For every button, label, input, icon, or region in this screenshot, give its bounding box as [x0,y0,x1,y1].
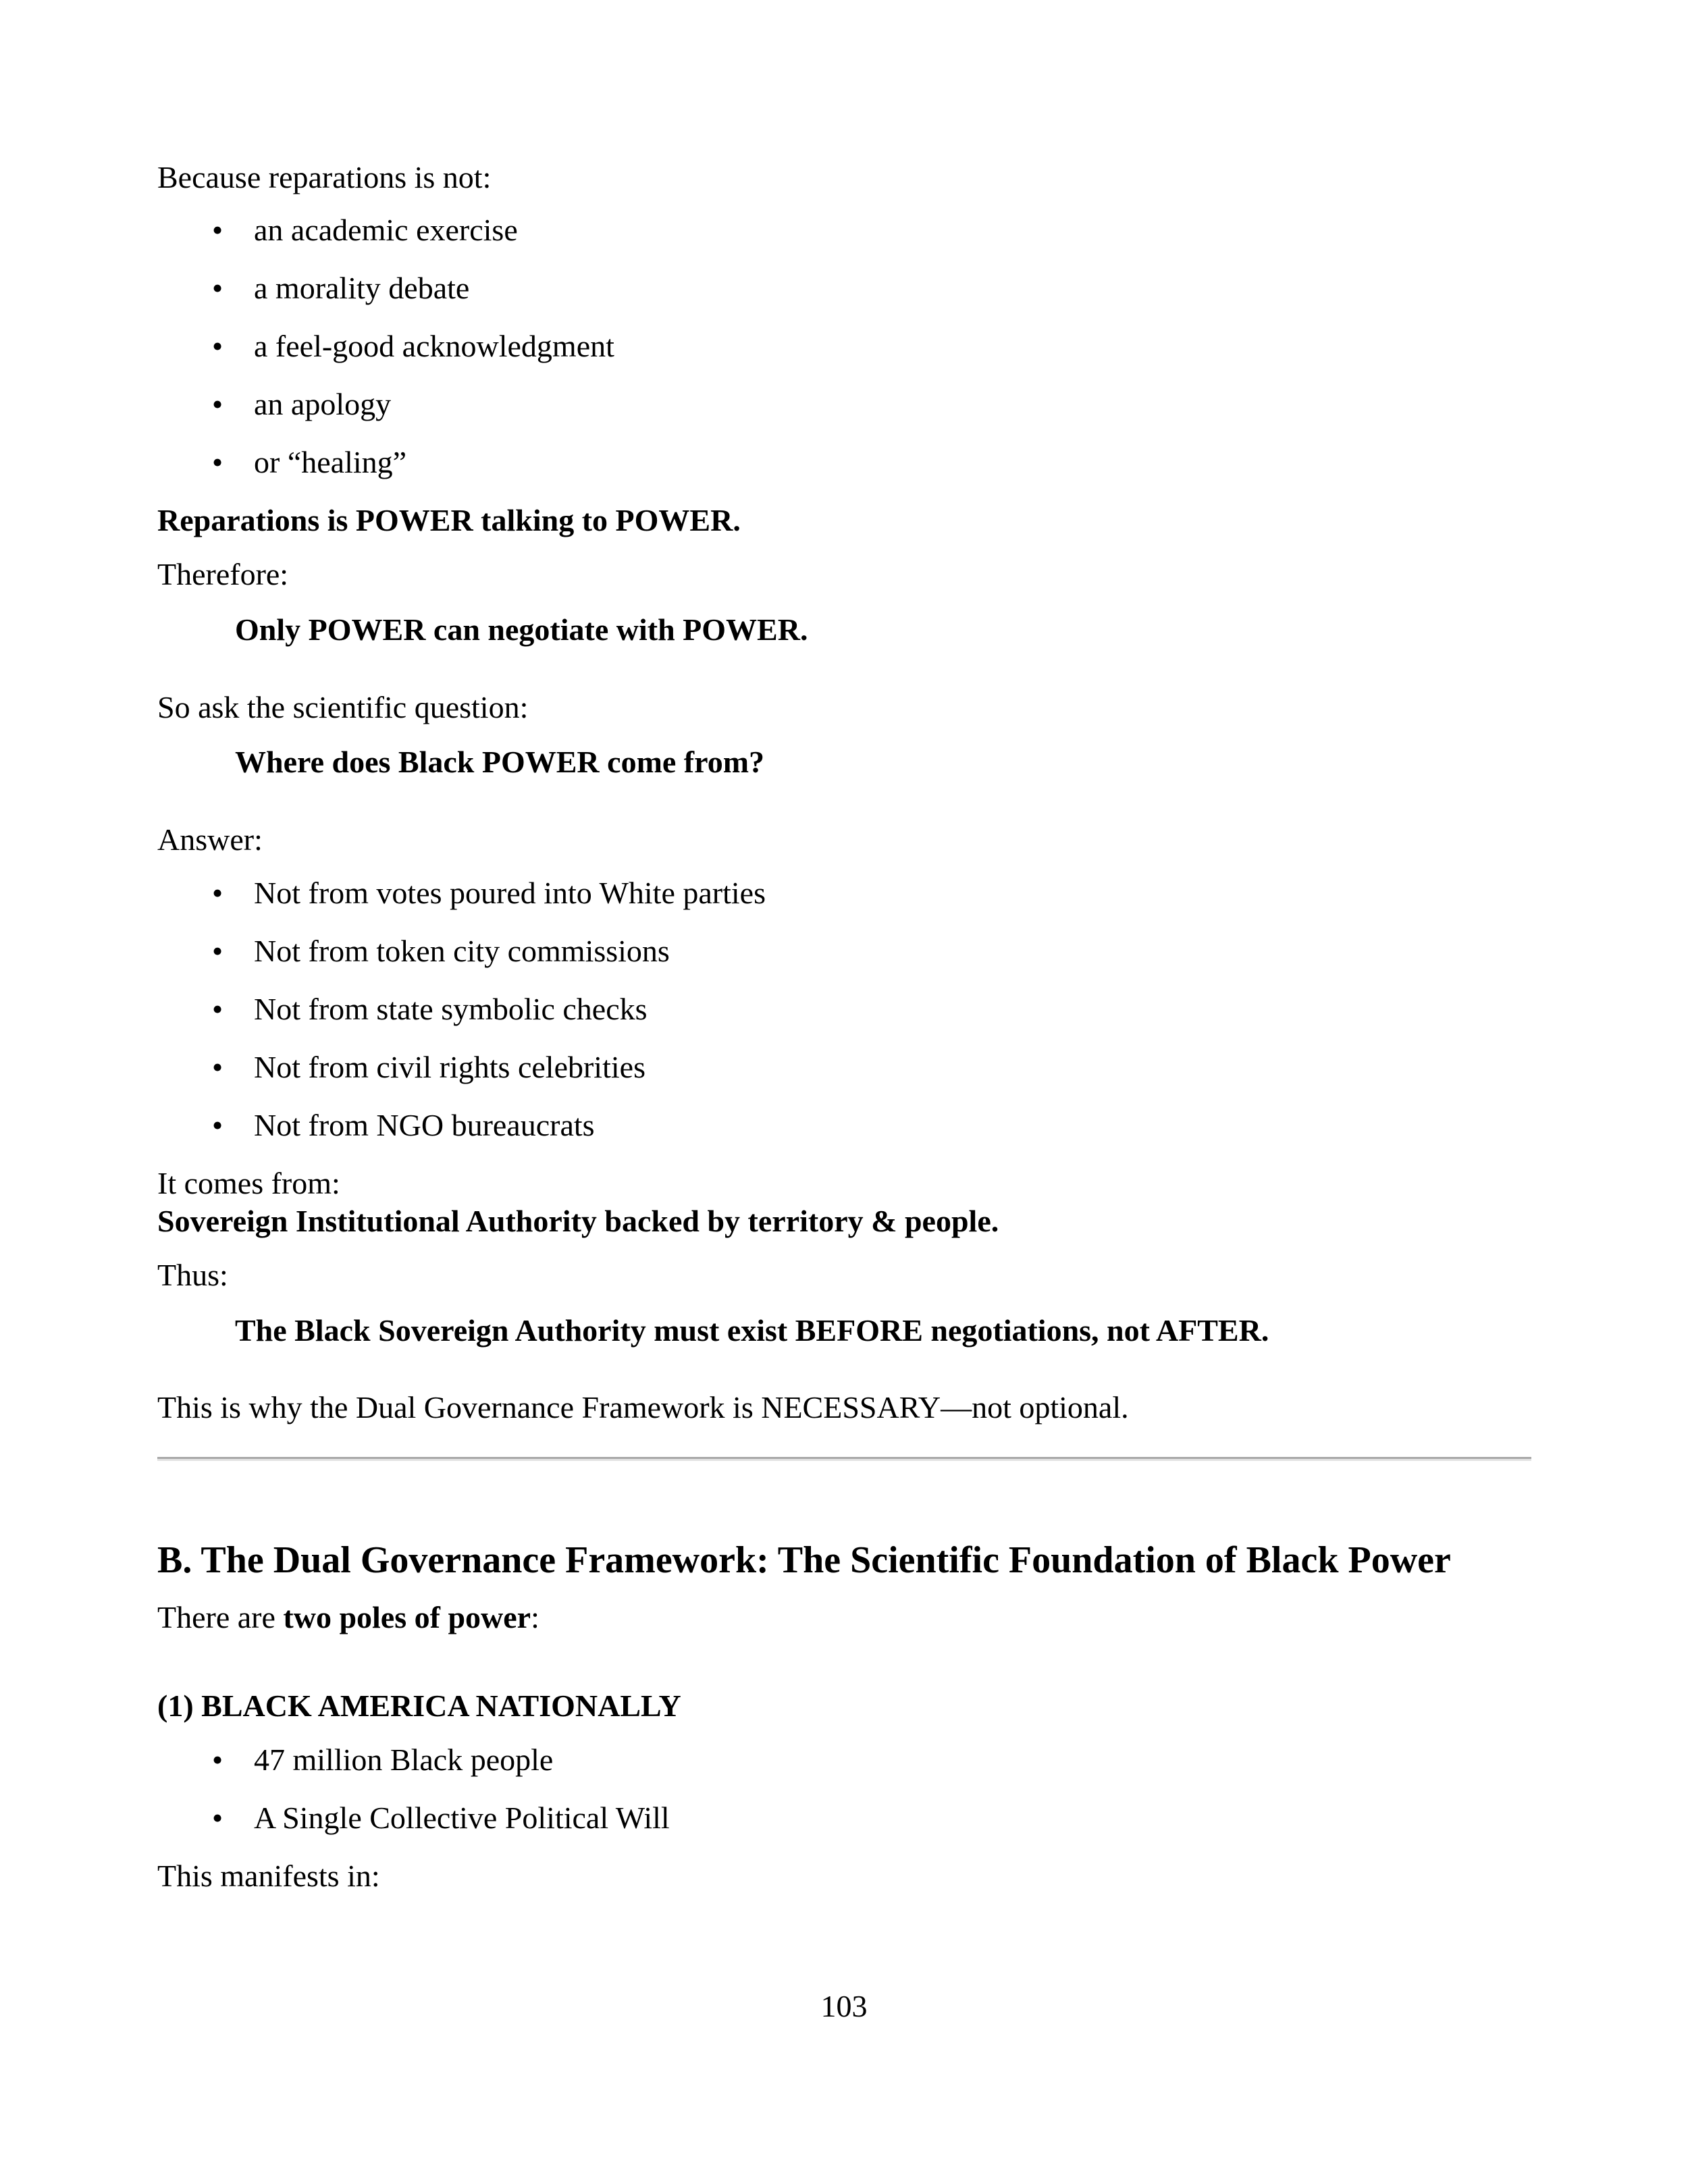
bullet-icon: • [212,213,223,247]
list-item-text: Not from state symbolic checks [254,992,648,1026]
poles-emphasis: two poles of power [283,1600,531,1634]
list-item-text: Not from NGO bureaucrats [254,1108,595,1142]
bullet-icon: • [212,876,223,910]
power-statement: Reparations is POWER talking to POWER. [157,503,741,537]
bullet-icon: • [212,1801,223,1835]
bullet-icon: • [212,992,223,1026]
horizontal-divider [157,1457,1531,1461]
intro-text: Because reparations is not: [157,160,492,194]
list-item-text: an apology [254,387,392,421]
list-item-text: or “healing” [254,445,407,479]
only-power-statement: Only POWER can negotiate with POWER. [235,612,808,647]
list-item [212,991,648,1028]
ask-question-text: So ask the scientific question: [157,690,529,724]
bullet-icon: • [212,387,223,421]
list-item [212,328,614,365]
list-item [212,875,766,911]
list-item-text: a feel-good acknowledgment [254,329,614,363]
where-question: Where does Black POWER come from? [235,745,765,779]
list-item [212,1049,645,1086]
list-item-text: a morality debate [254,271,470,305]
list-item [212,386,391,423]
bullet-icon: • [212,1050,223,1084]
subheading-national: (1) BLACK AMERICA NATIONALLY [157,1688,681,1723]
bullet-icon: • [212,934,223,968]
list-item-text: Not from votes poured into White parties [254,876,766,910]
must-exist-statement: The Black Sovereign Authority must exist BEFORE negotiations, not AFTER. [235,1313,1269,1348]
list-item [212,1800,670,1836]
bullet-icon: • [212,329,223,363]
poles-prefix: There are [157,1600,284,1634]
why-necessary-text: This is why the Dual Governance Framework is NECESSARY—not optional. [157,1390,1129,1424]
list-item [212,1742,553,1778]
list-item [212,1107,595,1144]
bullet-icon: • [212,1108,223,1142]
comes-from-text: It comes from: [157,1166,340,1200]
therefore-text: Therefore: [157,557,289,591]
list-item [212,270,469,307]
poles-text [157,1599,539,1636]
poles-suffix: : [531,1600,539,1634]
list-item-text: Not from token city commissions [254,934,670,968]
bullet-icon: • [212,1742,223,1777]
list-item [212,444,406,481]
list-item-text: Not from civil rights celebrities [254,1050,645,1084]
manifests-text: This manifests in: [157,1859,380,1893]
list-item [212,933,670,969]
bullet-icon: • [212,445,223,479]
list-item [212,212,518,248]
list-item-text: 47 million Black people [254,1742,554,1777]
list-item-text: an academic exercise [254,213,518,247]
thus-text: Thus: [157,1258,228,1292]
list-item-text: A Single Collective Political Will [254,1801,670,1835]
section-heading: B. The Dual Governance Framework: The Scientific Foundation of Black Power [157,1539,1451,1581]
page-number: 103 [820,1989,868,2023]
answer-label: Answer: [157,822,263,857]
sovereign-authority-statement: Sovereign Institutional Authority backed by territory & people. [157,1204,999,1238]
bullet-icon: • [212,271,223,305]
